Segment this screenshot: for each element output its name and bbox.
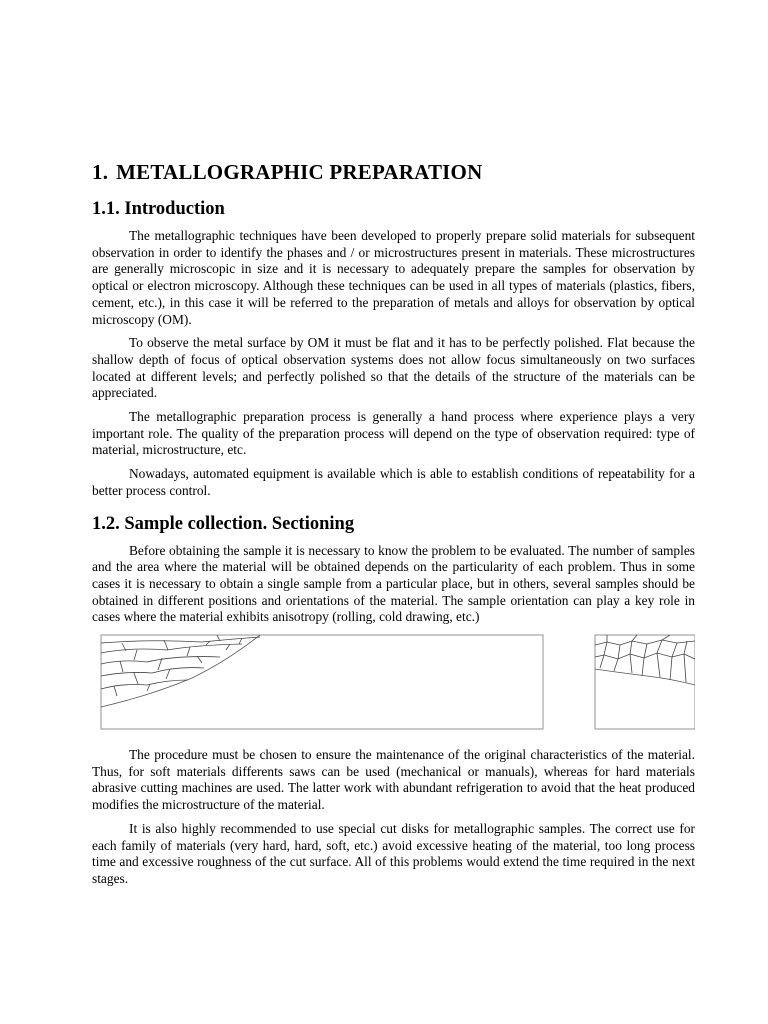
- intro-paragraph-1: The metallographic techniques have been developed to properly prepare solid materials for subsequent observation in order to identify the phases and / or microstructures present in materials. These microstructures are generally microscopic in size and it is necessary to adequately prepare the samples for observation by optical or electron microscopy. Although these techniques can be used in all types of materials (plastics, fibers, cement, etc.), in this case it will be referred to the preparation of metals and alloys for observation by optical microscopy (OM).: [92, 228, 695, 327]
- section-heading-sectioning: 1.2. Sample collection. Sectioning: [92, 513, 355, 534]
- intro-paragraph-3: The metallographic preparation process is generally a hand process where experience plays a very important role. The quality of the preparation process will depend on the type of observation required: type of material, microstructure, etc.: [92, 409, 695, 458]
- sectioning-paragraph-1: Before obtaining the sample it is necessary to know the problem to be evaluated. The number of samples and the area where the material will be obtained depends on the particularity of each problem. Thus in some cases it is necessary to obtain a single sample from a particular place, but in others, several samples should be obtained in different positions and orientations of the material. The sample orientation can play a key role in cases where the material exhibits anisotropy (rolling, cold drawing, etc.): [92, 542, 695, 625]
- intro-paragraph-4: Nowadays, automated equipment is available which is able to establish conditions of repeatability for a better process control.: [92, 466, 695, 498]
- chapter-title: [92, 160, 695, 185]
- sectioning-paragraph-2: The procedure must be chosen to ensure the maintenance of the original characteristics of the material. Thus, for soft materials differents saws can be used (mechanical or manuals), whereas for hard materials abrasive cutting machines are used. The latter work with abundant refrigeration to avoid that the heat produced modifies the microstructure of the material.: [92, 747, 695, 813]
- chapter-number: 1.: [92, 160, 109, 184]
- page-content: [92, 160, 695, 895]
- intro-paragraph-2: To observe the metal surface by OM it must be flat and it has to be perfectly polished. Flat because the shallow depth of focus of optical observation systems does not allow focus simultaneously on two surfaces located at different levels; and perfectly polished so that the details of the structure of the materials can be appreciated.: [92, 335, 695, 401]
- longitudinal-sample: [101, 635, 543, 729]
- sample-sections-drawing: [92, 633, 695, 731]
- microstructure-figure: [92, 633, 695, 731]
- chapter-title-text: METALLOGRAPHIC PREPARATION: [116, 160, 483, 184]
- section-heading-introduction: 1.1. Introduction: [92, 199, 225, 219]
- sectioning-paragraph-3: It is also highly recommended to use special cut disks for metallographic samples. The correct use for each family of materials (very hard, hard, soft, etc.) avoid excessive heating of the material, too long process time and excessive roughness of the cut surface. All of this problems would extend the time required in the next stages.: [92, 820, 695, 886]
- transverse-sample: [595, 635, 695, 729]
